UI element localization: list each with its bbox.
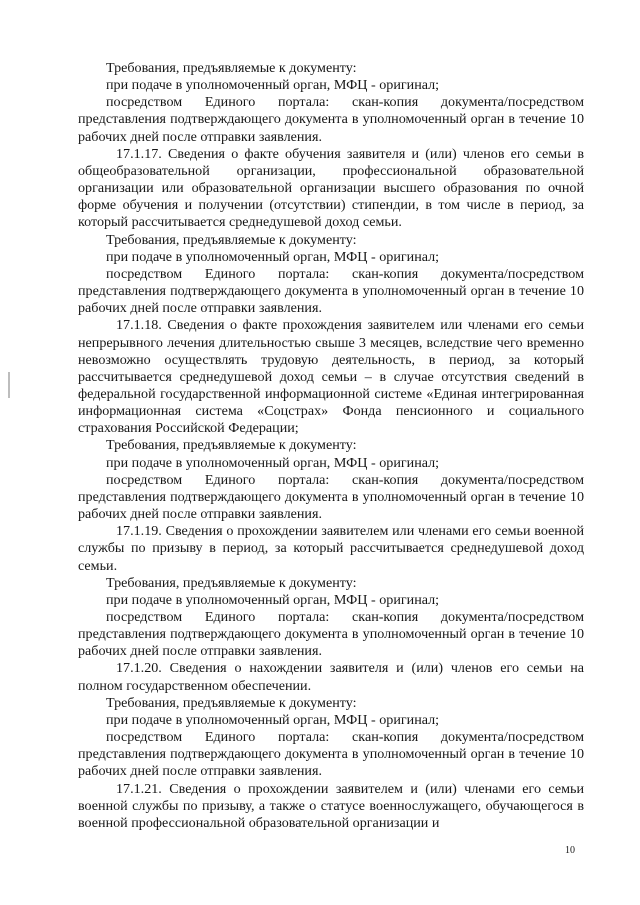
clause-17-1-20: 17.1.20. Сведения о нахождении заявителя и (или) членов его семьи на полном государственном обеспечении. <box>78 660 584 694</box>
requirements-heading: Требования, предъявляемые к документу: <box>106 60 357 76</box>
requirement-original: при подаче в уполномоченный орган, МФЦ - оригинал; <box>106 454 440 471</box>
clause-17-1-18: 17.1.18. Сведения о факте прохождения заявителем или членами его семьи непрерывного лечения длительностью свыше 3 месяцев, вследствие чего временно невозможно осуществлять трудовую деятельность, в период, за который рассчитывается среднедушевой доход семьи – в случае отсутствия сведений в федеральной государственной информационной системе «Единая интегрированная информационная система «Соцстрах» Фонда пенсионного и социального страхования Российской Федерации; <box>78 317 584 437</box>
requirement-portal: посредством Единого портала: скан-копия документа/посредством представления подтверждающего документа в уполномоченный орган в течение 10 рабочих дней после отправки заявления. <box>78 94 584 145</box>
requirement-original: при подаче в уполномоченный орган, МФЦ - оригинал; <box>106 591 440 608</box>
clause-17-1-21: 17.1.21. Сведения о прохождении заявителем и (или) членами его семьи военной службы по призыву, а также о статусе военнослужащего, обучающегося в военной профессиональной образовательной организации и <box>78 780 584 831</box>
requirements-heading: Требования, предъявляемые к документу: <box>106 574 357 591</box>
requirement-portal: посредством Единого портала: скан-копия документа/посредством представления подтверждающего документа в уполномоченный орган в течение 10 рабочих дней после отправки заявления. <box>78 265 584 317</box>
requirement-portal: посредством Единого портала: скан-копия документа/посредством представления подтверждающего документа в уполномоченный орган в течение 10 рабочих дней после отправки заявления. <box>78 471 584 523</box>
requirements-heading: Требования, предъявляемые к документу: <box>106 694 357 711</box>
requirement-portal: посредством Единого портала: скан-копия документа/посредством представления подтверждающего документа в уполномоченный орган в течение 10 рабочих дней после отправки заявления. <box>78 729 584 780</box>
requirement-original: при подаче в уполномоченный орган, МФЦ - оригинал; <box>106 711 440 728</box>
requirements-heading: Требования, предъявляемые к документу: <box>106 231 357 248</box>
page-number: 10 <box>565 845 575 856</box>
document-body <box>78 60 584 832</box>
requirement-original: при подаче в уполномоченный орган, МФЦ - оригинал; <box>106 77 440 94</box>
scan-edge-mark <box>8 372 10 398</box>
clause-17-1-19: 17.1.19. Сведения о прохождении заявителем или членами его семьи военной службы по призыву в период, за который рассчитывается среднедушевой доход семьи. <box>78 523 584 574</box>
requirement-original: при подаче в уполномоченный орган, МФЦ - оригинал; <box>106 248 440 265</box>
requirements-heading: Требования, предъявляемые к документу: <box>106 437 357 454</box>
clause-17-1-17: 17.1.17. Сведения о факте обучения заявителя и (или) членов его семьи в общеобразовательной организации, профессиональной образовательной организации или образовательной организации высшего образования по очной форме обучения и получении (отсутствии) стипендии, в том числе в период, за который рассчитывается среднедушевой доход семьи. <box>78 145 584 231</box>
requirement-portal: посредством Единого портала: скан-копия документа/посредством представления подтверждающего документа в уполномоченный орган в течение 10 рабочих дней после отправки заявления. <box>78 609 584 660</box>
